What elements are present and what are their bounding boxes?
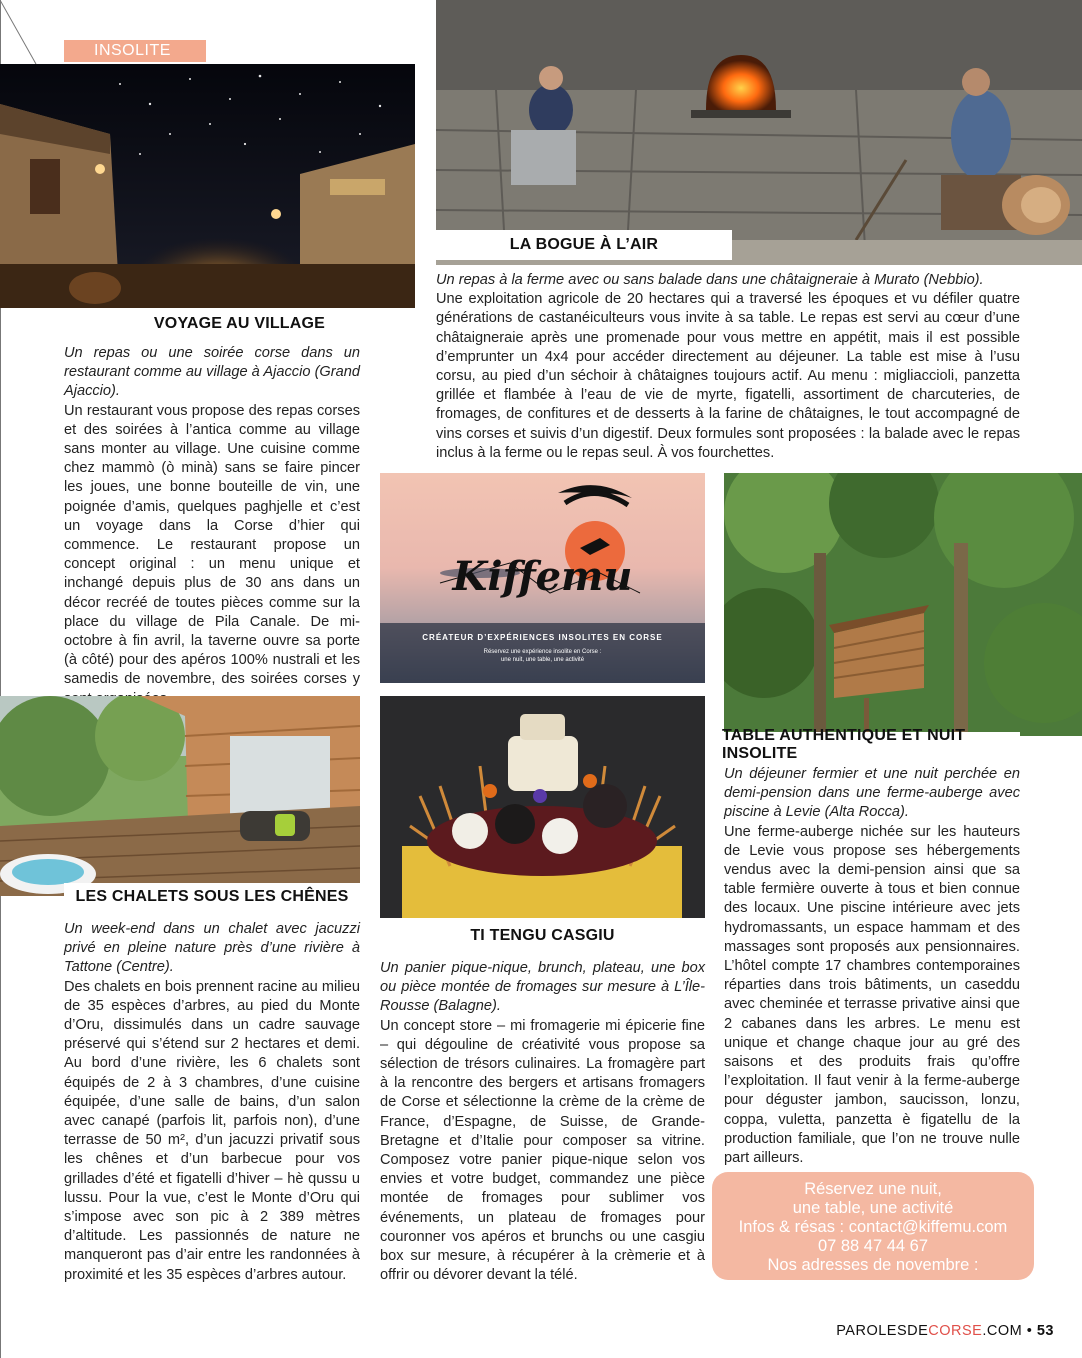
article-lede-chalets: Un week-end dans un chalet avec jacuzzi privé en pleine nature près d’une rivière à Tattone (Centre). (64, 921, 360, 976)
article-voyage (64, 344, 360, 709)
callout-line-5: Nos adresses de novembre : (767, 1256, 979, 1274)
article-title-voyage: VOYAGE AU VILLAGE (64, 310, 415, 338)
treehouse-photo (724, 473, 1082, 736)
kiffemu-ad (380, 473, 705, 683)
page-number: 53 (1036, 1323, 1054, 1339)
article-lede-table: Un déjeuner fermier et une nuit perchée en demi-pension dans une ferme-auberge avec piscine à Levie (Alta Rocca). (724, 766, 1020, 821)
footer-bullet: • (1026, 1323, 1033, 1339)
page-corner-rule (0, 0, 40, 70)
callout-phone[interactable]: 07 88 47 44 67 (817, 1237, 929, 1255)
article-body-bogue: Une exploitation agricole de 20 hectares qui a traversé les époques et vu défiler quatre générations de castanéiculteurs vous invite à sa table. Le repas est servi au cœur d’une châtaigneraie après une promenade pour vous mettre en appétit, mais il est possible d’emprunter un 4x4 pour accéder directement au déjeuner. La table est mise à l’usu corsu, au pied d’un séchoir à châtaignes toujours actif. Au menu : migliaccioli, panzetta grillée et flambée à l’eau de vie de myrte, figatelli, assortiment de charcuteries, de fromages, de confitures et de desserts à la farine de châtaignes, le tout accompagné de vins corses et suivis d’un digestif. Deux formules sont proposées : la balade avec le repas inclus à la ferme ou le repas seul. À vos fourchettes. (436, 291, 1020, 461)
article-chalets (64, 920, 360, 1285)
village-photo (0, 64, 415, 308)
bogue-photo (436, 0, 1082, 265)
footer-site-a[interactable]: PAROLESDE (836, 1323, 929, 1339)
callout-line-1: Réservez une nuit, (804, 1180, 942, 1198)
article-lede-tengu: Un panier pique-nique, brunch, plateau, une box ou pièce montée de fromages sur mesure à L’Île-Rousse (Balagne). (380, 960, 705, 1015)
article-body-chalets: Des chalets en bois prennent racine au milieu de 35 espèces d’arbres, au pied du Monte d’Oru, dissimulés dans un cadre sauvage préservé qui s’étend sur 2 hectares et demi. Au bord d’une rivière, les 6 chalets sont équipés de 2 à 3 chambres, d’une cuisine équipée, d’une salle de bains, d’un salon avec canapé (parfois lit, parfois non), d’une terrasse de 50 m², d’un jacuzzi privatif sous les chênes et d’un barbecue pour vos grillades d’été et figatelli d’hiver – hè qussu u lussu. Pour la vue, c’est le Monte d’Oru qui s’impose avec son pic à 2 389 mètres d’altitude. Les passionnés de nature ne manqueront pas d’air entre les randonnées à proximité et les 35 espèces d’arbres autour. (64, 978, 360, 1283)
article-body-tengu: Un concept store – mi fromagerie mi épicerie fine – qui dégouline de créativité vous propose sa sélection de trésors culinaires. La fromagère part à la rencontre des bergers et artisans fromagers de Corse et sélectionne la crème de la crème de France, d’Espagne, de Suisse, de Grande-Bretagne et d’Italie pour composer sa vitrine. Composez votre panier pique-nique selon vos envies et votre budget, commandez une pièce montée de fromages pour sublimer vos événements, un plateau de fromages pour couronner vos apéros et brunchs ou une casgiu box sur mesure, à récupérer à la crèmerie et à offrir ou dévorer devant la télé. (380, 1017, 705, 1284)
ad-sub2: une nuit, une table, une activité (500, 657, 585, 663)
article-title-tengu: TI TENGU CASGIU (380, 922, 705, 950)
footer-site-c[interactable]: .COM (982, 1323, 1023, 1339)
page-footer (836, 1323, 1054, 1339)
section-rubric: INSOLITE (64, 40, 206, 62)
article-title-table: TABLE AUTHENTIQUE ET NUIT INSOLITE (722, 732, 1020, 758)
article-tengu (380, 959, 705, 1285)
article-table (724, 765, 1020, 1168)
callout-line-2: une table, une activité (792, 1199, 954, 1217)
ad-brand: Kiffemu (452, 553, 633, 600)
ad-tagline: CRÉATEUR D’EXPÉRIENCES INSOLITES EN CORSE (422, 633, 663, 642)
article-title-bogue: LA BOGUE À L’AIR (436, 230, 732, 260)
article-body-voyage: Un restaurant vous propose des repas corses et des soirées à l’antica comme au village sans monter au village. Une cuisine comme chez mammò (ò minà) sans se faire pincer les joues, une bonne bouteille de vin, une poignée d’amis, quelques paghjelle et c’est un voyage dans la Corse d’hier qui commence. Le restaurant propose un concept original : un menu unique et inchangé depuis plus de 30 ans dans un décor recréé de toutes pièces comme sur la place du village de Pila Canale. De mi-octobre à fin avril, la taverne ouvre sa porte (à côté) pour des apéros 100% nustrali et les samedis de novembre, des soirées corses y (64, 402, 360, 688)
booking-callout (712, 1172, 1034, 1280)
footer-site-b[interactable]: CORSE (928, 1323, 983, 1339)
article-bogue (436, 271, 1020, 463)
article-lede-voyage: Un repas ou une soirée corse dans un restaurant comme au village à Ajaccio (Grand Ajaccio). (64, 345, 360, 400)
article-body-table: Une ferme-auberge nichée sur les hauteurs de Levie vous propose ses hébergements vendus avec la demi-pension ainsi que sa table fermière ouverte à tous et bien connue des locaux. Une piscine intérieure avec jets hydromassants, un espace hammam et des massages sont proposés aux pensionnaires. L’hôtel compte 17 chambres contemporaines réparties dans trois bâtiments, un caseddu avec cheminée et terrasse privative ainsi que 2 cabanes dans les arbres. Le menu est unique et change chaque jour au gré des saisons et des produits frais qu’offre l’exploitation. Il faut venir à la ferme-auberge pour déguster jambon, saucisson, lonzu, coppa, vuletta, panzetta è figatellu de la production familiale, que l’on ne trouve nulle part ailleurs. (724, 823, 1020, 1167)
article-title-chalets: LES CHALETS SOUS LES CHÊNES (64, 883, 360, 911)
ad-sub1: Réservez une expérience insolite en Corse : (483, 649, 602, 655)
callout-contact[interactable]: Infos & résas : contact@kiffemu.com (738, 1218, 1008, 1236)
chalet-photo (0, 696, 360, 896)
cheese-photo (380, 696, 705, 918)
article-lede-bogue: Un repas à la ferme avec ou sans balade dans une châtaigneraie à Murato (Nebbio). (436, 272, 984, 288)
